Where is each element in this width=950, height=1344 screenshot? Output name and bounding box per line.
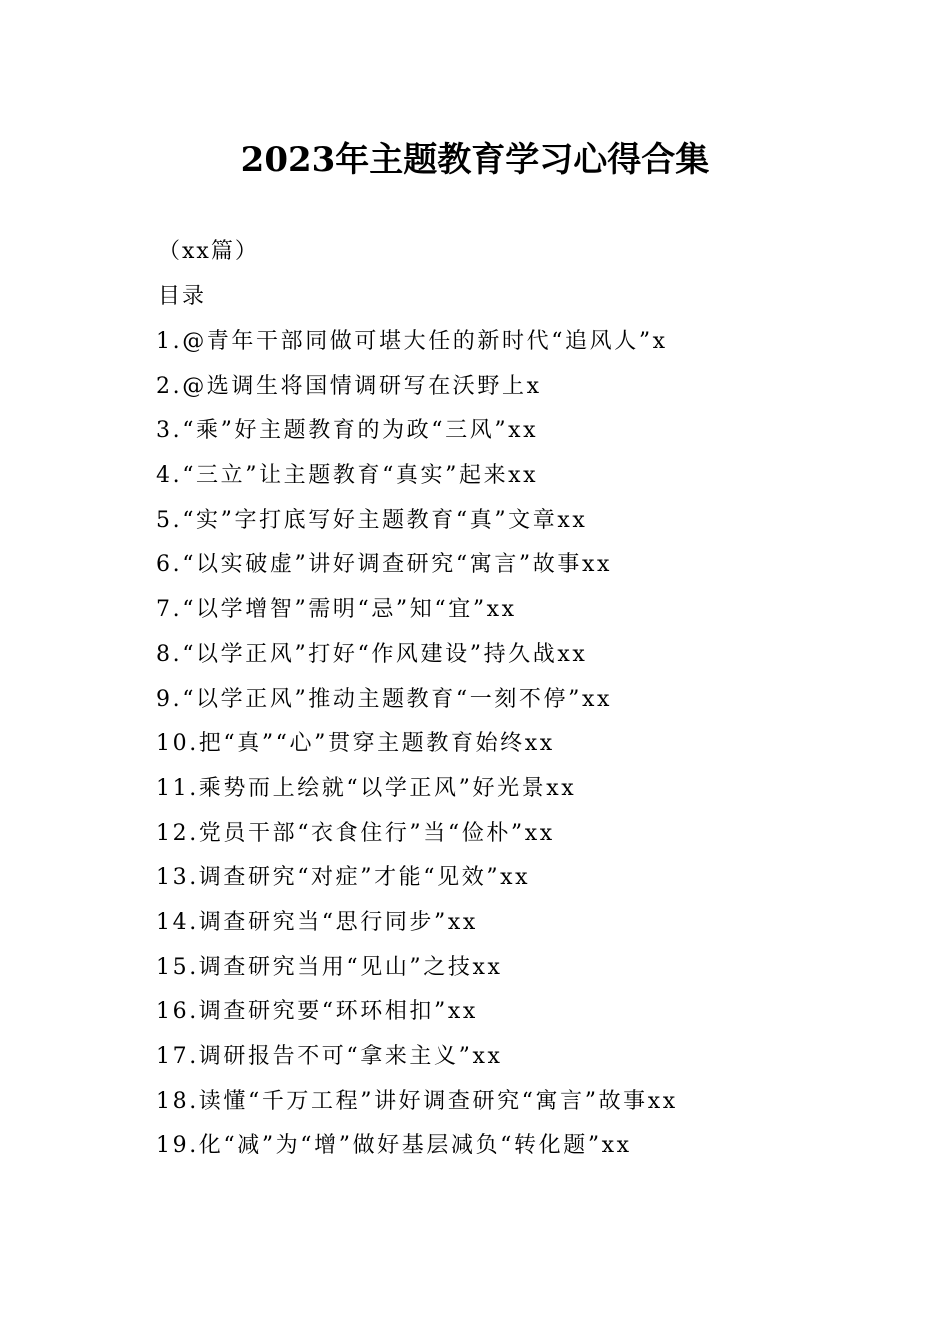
toc-item: 15.调查研究当用“见山”之技xx — [156, 954, 503, 980]
toc-item: 2.@选调生将国情调研写在沃野上x — [156, 373, 542, 399]
document-title: 2023年主题教育学习心得合集 — [240, 140, 710, 180]
toc-item: 12.党员干部“衣食住行”当“俭朴”xx — [156, 820, 555, 846]
toc-item: 13.调查研究“对症”才能“见效”xx — [156, 865, 531, 891]
toc-item: 8.“以学正风”打好“作风建设”持久战xx — [156, 641, 588, 667]
toc-item: 17.调研报告不可“拿来主义”xx — [156, 1044, 503, 1069]
toc-item: 19.化“减”为“增”做好基层减负“转化题”xx — [156, 1133, 632, 1159]
toc-item: 11.乘势而上绘就“以学正风”好光景xx — [156, 775, 577, 801]
toc-item: 6.“以实破虚”讲好调查研究“寓言”故事xx — [156, 552, 612, 578]
toc-item: 5.“实”字打底写好主题教育“真”文章xx — [156, 507, 588, 533]
toc-list — [156, 326, 678, 1175]
toc-item: 16.调查研究要“环环相扣”xx — [156, 999, 478, 1025]
toc-item: 3.“乘”好主题教育的为政“三风”xx — [156, 418, 539, 444]
toc-item: 18.读懂“千万工程”讲好调查研究“寓言”故事xx — [156, 1088, 678, 1114]
toc-item: 1.@青年干部同做可堪大任的新时代“追风人”x — [156, 329, 668, 354]
toc-item: 14.调查研究当“思行同步”xx — [156, 909, 478, 935]
toc-item: 4.“三立”让主题教育“真实”起来xx — [156, 463, 539, 489]
toc-item: 9.“以学正风”推动主题教育“一刻不停”xx — [156, 686, 612, 712]
toc-item: 10.把“真”“心”贯穿主题教育始终xx — [156, 731, 555, 757]
toc-heading: 目录 — [158, 284, 207, 309]
document-subtitle: （xx篇） — [158, 239, 259, 264]
toc-item: 7.“以学增智”需明“忌”知“宜”xx — [156, 597, 517, 623]
